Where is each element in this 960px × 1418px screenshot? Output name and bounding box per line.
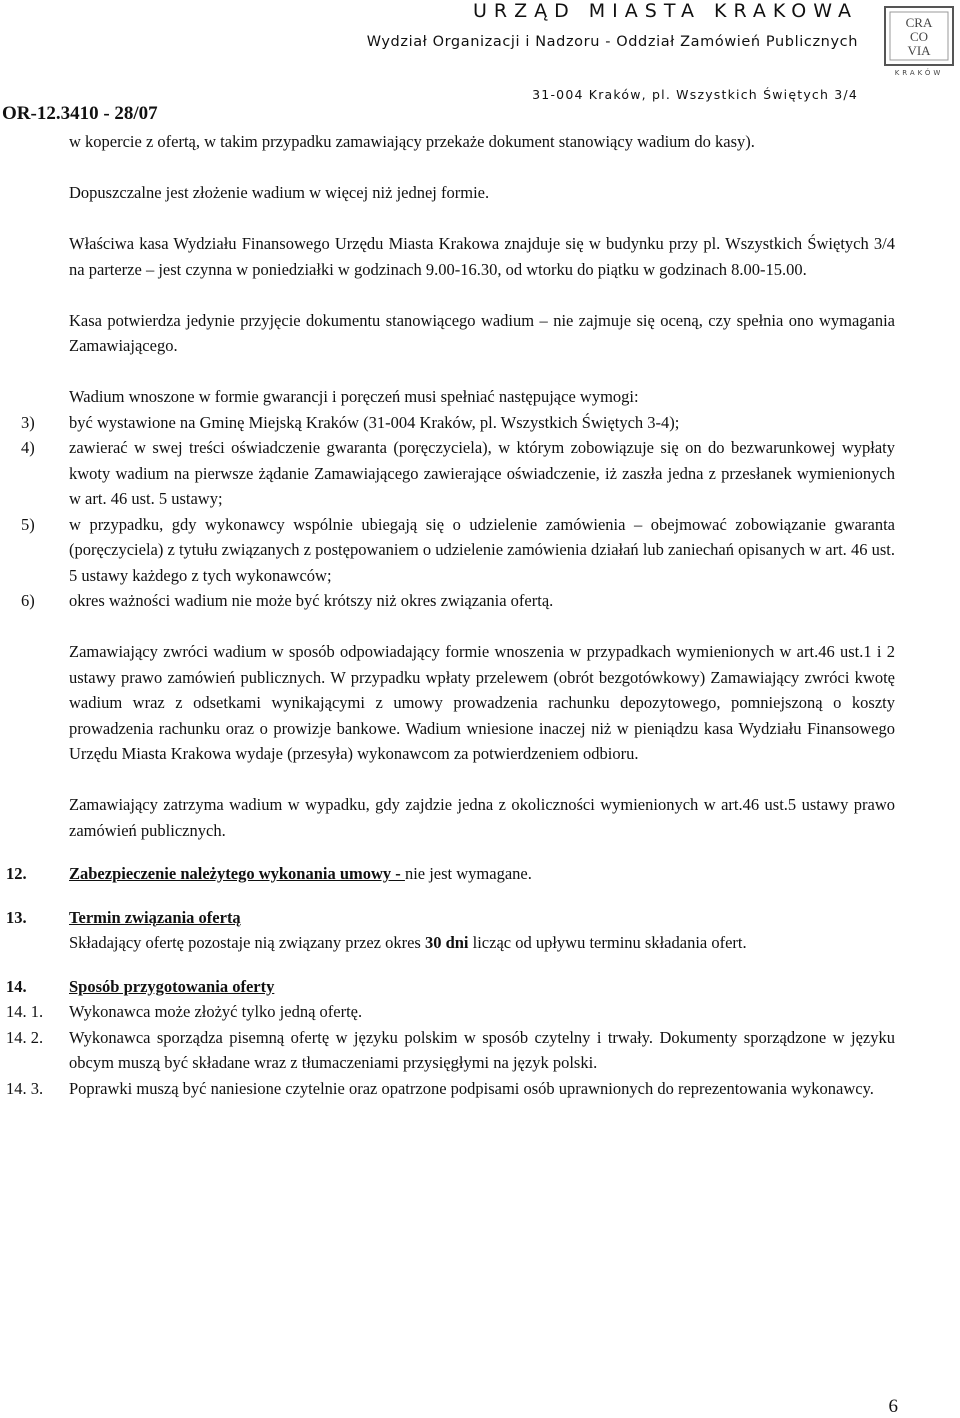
- list-item-number: 5): [21, 514, 35, 534]
- cracovia-seal-icon: [882, 4, 956, 78]
- section-12: [6, 861, 895, 887]
- paragraph-cashier-hours: Właściwa kasa Wydziału Finansowego Urzędu Miasta Krakowa znajduje się w budynku przy pl. Wszystkich Świętych 3/4 na parterze – jest czynna w poniedziałki w godzinach 9.00-16.30, od wtorku do piątku w godzinach 8.00-15.00.: [69, 234, 895, 279]
- paragraph-guarantee-requirements: Wadium wnoszone w formie gwarancji i poręczeń musi spełniać następujące wymogi:: [69, 387, 639, 406]
- section-14: [6, 974, 895, 1000]
- list-item: [21, 588, 895, 614]
- section-heading: Termin związania ofertą: [69, 907, 241, 927]
- paragraph-deposit-retention: Zamawiający zatrzyma wadium w wypadku, gdy zajdzie jedna z okoliczności wymienionych w art.46 ust.5 ustawy prawo zamówień publicznych.: [69, 795, 895, 840]
- list-item: [6, 1025, 895, 1076]
- paragraph-deposit-return: Zamawiający zwróci wadium w sposób odpowiadający formie wnoszenia w przypadkach wymienionych w art.46 ust.1 i 2 ustawy prawo zamówień publicznych. W przypadku wpłaty przelewem (obrót bezgotówkowy) Zamawiający zwróci kwotę wadium wraz z odsetkami wynikającymi z umowy prowadzenia rachunku depozytowego, pomniejszoną o koszty prowadzenia rachunku oraz o prowizje bankowe. Wadium wniesione inaczej niż w pieniądzu kasa Wydziału Finansowego Urzędu Miasta Krakowa wydaje (przesyła) wykonawcom za potwierdzeniem odbioru.: [69, 642, 895, 763]
- list-item-number: 6): [21, 591, 35, 610]
- section-heading: Sposób przygotowania oferty: [69, 976, 275, 996]
- page-number: 6: [888, 1396, 898, 1417]
- list-item-text: Poprawki muszą być naniesione czytelnie oraz opatrzone podpisami osób uprawnionych do reprezentowania wykonawcy.: [69, 1078, 874, 1098]
- list-item-number: 3): [21, 412, 35, 432]
- text-fragment: licząc od upływu terminu składania ofert.: [468, 933, 747, 952]
- offer-validity-period: 30 dni: [424, 933, 469, 952]
- department-name: Wydział Organizacji i Nadzoru - Oddział Zamówień Publicznych: [366, 34, 858, 50]
- section-13: [6, 905, 895, 931]
- office-title: URZĄD MIASTA KRAKOWA: [472, 0, 858, 22]
- section-number: 13.: [6, 907, 27, 927]
- list-item-text: Wykonawca może złożyć tylko jedną ofertę.: [69, 1002, 363, 1021]
- paragraph-deposit-forms: Dopuszczalne jest złożenie wadium w więcej niż jednej formie.: [69, 183, 490, 202]
- section-text: nie jest wymagane.: [404, 864, 532, 883]
- logo-line-3: VIA: [907, 43, 931, 58]
- document-body: [6, 129, 895, 1101]
- list-item: [21, 512, 895, 589]
- list-item-number: 4): [21, 438, 35, 457]
- list-item-number: 14. 1.: [6, 1002, 44, 1021]
- list-item-text: Wykonawca sporządza pisemną ofertę w języku polskim w sposób czytelny i trwały. Dokumenty sporządzone w języku obcym muszą być składane wraz z tłumaczeniami przysięgłymi na język polski.: [69, 1027, 895, 1072]
- list-item: [6, 1076, 895, 1102]
- logo-line-2: CO: [909, 29, 929, 44]
- list-item-number: 14. 3.: [6, 1078, 44, 1098]
- list-item-text: w przypadku, gdy wykonawcy wspólnie ubiegają się o udzielenie zamówienia – obejmować zobowiązanie gwaranta (poręczyciela) z tytułu związanych z postępowaniem o udzielenie zamówienia działań lub zaniechań opisanych w art. 46 ust. 5 ustawy każdego z tych wykonawców;: [69, 514, 895, 585]
- paragraph-cashier-confirmation: Kasa potwierdza jedynie przyjęcie dokumentu stanowiącego wadium – nie zajmuje się oceną, czy spełnia ono wymagania Zamawiającego.: [69, 310, 895, 355]
- paragraph-deposit-envelope: w kopercie z ofertą, w takim przypadku zamawiający przekaże dokument stanowiący wadium do kasy).: [69, 132, 755, 151]
- text-fragment: Składający ofertę pozostaje nią związany przez okres: [69, 933, 425, 952]
- list-item-text: być wystawione na Gminę Miejską Kraków (31-004 Kraków, pl. Wszystkich Świętych 3-4);: [69, 412, 680, 432]
- office-address: 31-004 Kraków, pl. Wszystkich Świętych 3/4: [532, 87, 858, 102]
- section-number: 14.: [6, 976, 27, 996]
- logo-bottom-text: KRAKÓW: [894, 69, 944, 77]
- list-item: [21, 435, 895, 512]
- section-number: 12.: [6, 864, 27, 883]
- logo-line-1: CRA: [905, 15, 933, 30]
- section-13-text: [69, 930, 895, 956]
- reference-number: OR-12.3410 - 28/07: [2, 103, 158, 124]
- list-item-text: zawierać w swej treści oświadczenie gwaranta (poręczyciela), w którym zobowiązuje się on do bezwarunkowej wypłaty kwoty wadium na pierwsze żądanie Zamawiającego zawierające oświadczenie, iż zaszła jedna z przesłanek wymienionych w art. 46 ust. 5 ustawy;: [69, 438, 895, 508]
- section-heading: Zabezpieczenie należytego wykonania umowy -: [69, 864, 405, 883]
- list-item-number: 14. 2.: [6, 1027, 44, 1047]
- list-item: [21, 410, 895, 436]
- list-item: [6, 999, 895, 1025]
- list-item-text: okres ważności wadium nie może być krótszy niż okres związania ofertą.: [69, 591, 554, 610]
